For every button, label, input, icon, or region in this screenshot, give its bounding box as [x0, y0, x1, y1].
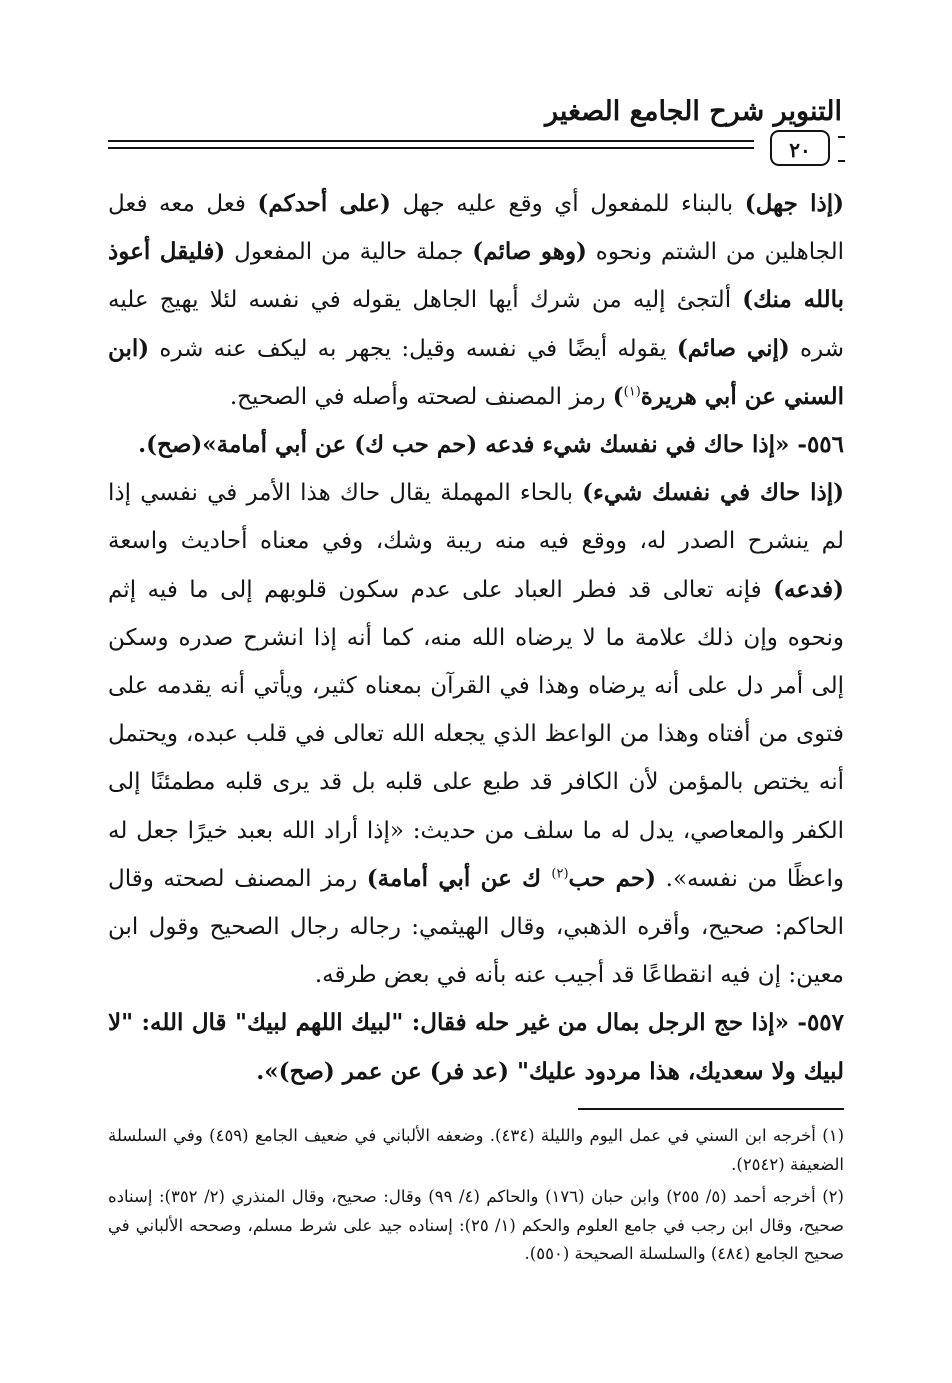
bold-phrase: (إذا حاك في نفسك شيء) — [582, 479, 844, 507]
footnote-ref-1: (١) — [623, 384, 641, 400]
hadith-entry-556: ٥٥٦- «إذا حاك في نفسك شيء فدعه (حم حب ك) عن أبي أمامة»(صح). — [138, 431, 844, 459]
footnote-ref-2: (٢) — [551, 866, 569, 882]
commentary-paragraph-2 — [108, 469, 844, 999]
text-run: ألتجئ إليه من شرك أيها الجاهل يقوله في نفسه لئلا يهيج عليه شره — [108, 287, 845, 362]
bold-phrase: (إذا جهل) — [744, 190, 845, 217]
footnote-2: (٢) أخرجه أحمد (٥/ ٢٥٥) وابن حبان (١٧٦) والحاكم (٤/ ٩٩) وقال: صحيح، وقال المنذري (٢/ ٣٥٢): إسناده صحيح، وقال ابن رجب في جامع العلوم والحكم (١/ ٢٥): إسناده جيد على شرط مسلم، وصححه الألباني في صحيح الجامع (٤٨٤) والسلسلة الصحيحة (٥٥٠). — [108, 1187, 844, 1263]
text-run: بالبناء للمفعول أي وقع عليه جهل — [390, 191, 745, 217]
commentary-paragraph-1 — [108, 180, 844, 421]
text-run: بالحاء المهملة يقال حاك هذا الأمر في نفسي إذا لم ينشرح الصدر له، ووقع فيه منه ريبة وشك، وفي معناه أحاديث واسعة — [108, 480, 844, 555]
header-rule-top — [108, 140, 754, 142]
bold-phrase: (وهو صائم) — [472, 238, 587, 266]
text-run: فإنه تعالى قد فطر العباد على عدم سكون قلوبهم إلى ما فيه إثم ونحوه وإن ذلك علامة ما لا يرضاه الله منه، كما أنه إذا انشرح صدره وسكن إلى أمر دل على أنه يرضاه وهذا في القرآن بمعناه كثير، ويأتي أنه يقدمه على فتوى من أفتاه وهذا من الواعظ الذي يجعله الله تعالى في قلب عبده، ويحتمل أنه يختص بالمؤمن لأن الكافر قد طبع على قلبه بل قد يرى قلبه مطمئنًا إلى الكفر والمعاصي، يدل له ما سلف من حديث: «إذا أراد الله بعبد خيرًا جعل له واعظًا من نفسه». — [108, 576, 845, 892]
text-run: جملة حالية من المفعول — [225, 239, 473, 266]
footnotes — [108, 1122, 844, 1273]
text-run: يقوله أيضًا في نفسه وقيل: يجهر به ليكف عنه شره — [149, 335, 677, 362]
bold-phrase: (ابن السني عن أبي هريرة — [108, 334, 844, 410]
text-run: فعل معه فعل الجاهلين من الشتم ونحوه — [108, 191, 845, 266]
book-title: التنوير شرح الجامع الصغير — [545, 96, 842, 127]
bold-phrase: (حم حب — [568, 864, 657, 892]
bold-phrase: (على أحدكم) — [257, 190, 391, 217]
bold-phrase: ك عن أبي أمامة) — [366, 864, 552, 892]
bold-phrase: ) — [612, 382, 624, 410]
text-run: رمز المصنف لصحته وقال الحاكم: صحيح، وأقره الذهبي، وقال الهيثمي: رجاله رجال الصحيح وقول ابن معين: إن فيه انقطاعًا قد أجيب عنه بأنه في بعض طرقه. — [108, 865, 844, 989]
footnote-1: (١) أخرجه ابن السني في عمل اليوم والليلة (٤٣٤). وضعفه الألباني في ضعيف الجامع (٤٥٩) وفي السلسلة الضعيفة (٢٥٤٢). — [108, 1126, 844, 1174]
bold-phrase: (إني صائم) — [676, 334, 790, 362]
page-number: ٢٠ — [770, 130, 830, 166]
bold-phrase: (فدعه) — [773, 575, 844, 603]
text-run: رمز المصنف لصحته وأصله في الصحيح. — [229, 383, 613, 410]
main-text — [108, 180, 844, 1096]
bold-phrase: (فليقل أعوذ بالله منك) — [108, 238, 844, 314]
footnote-separator — [578, 1108, 844, 1110]
hadith-entry-557: ٥٥٧- «إذا حج الرجل بمال من غير حله فقال: "لبيك اللهم لبيك" قال الله: "لا لبيك ولا سعديك، هذا مردود عليك" (عد فر) عن عمر (صح)». — [108, 1009, 844, 1085]
header-rule-bottom — [108, 147, 754, 149]
